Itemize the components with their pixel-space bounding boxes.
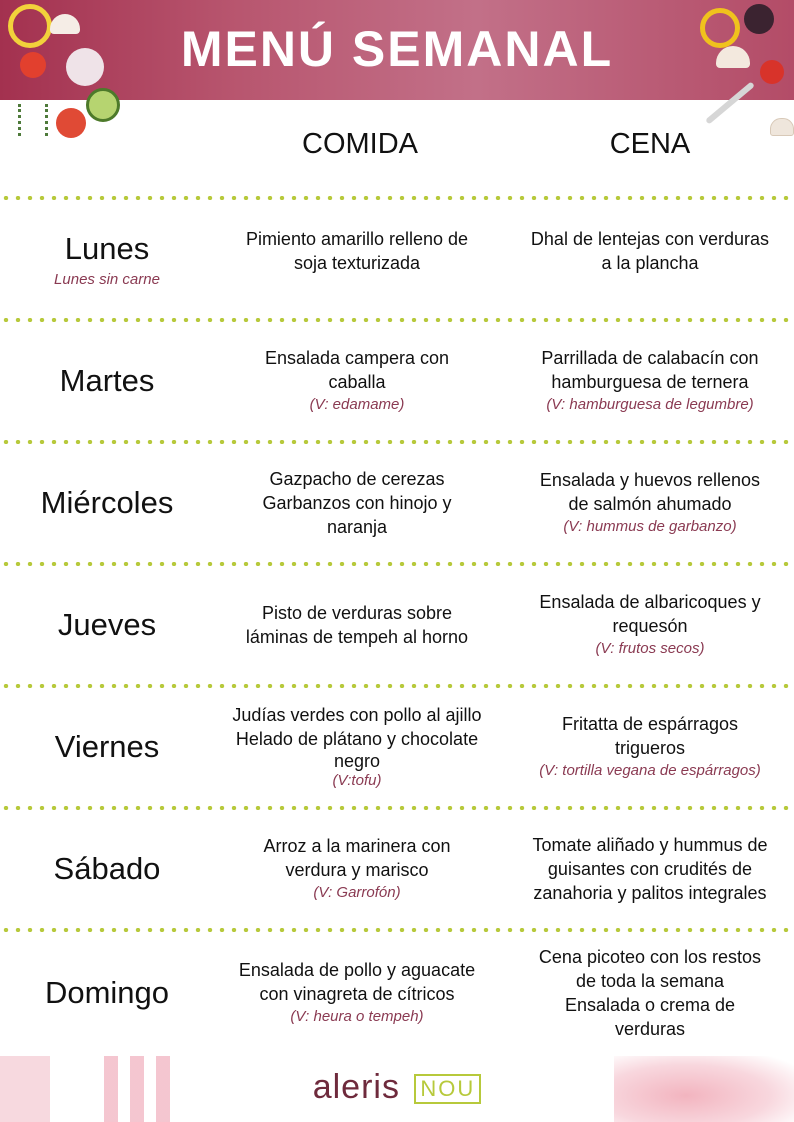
vegan-alternative: (V: tortilla vegana de espárragos) bbox=[539, 762, 761, 779]
meal-line: Garbanzos con hinojo y bbox=[262, 493, 452, 513]
day-cell bbox=[0, 200, 214, 318]
meal-line: de salmón ahumado bbox=[568, 494, 732, 514]
meal-line: a la plancha bbox=[601, 253, 699, 273]
meal-line: guisantes con crudités de bbox=[547, 859, 753, 879]
day-row-viernes bbox=[0, 688, 794, 806]
meal-line: caballa bbox=[328, 372, 386, 392]
meal-line: verduras bbox=[614, 1019, 686, 1039]
meal-comida bbox=[214, 444, 500, 562]
day-name: Lunes bbox=[64, 230, 150, 266]
meal-cena bbox=[510, 322, 790, 440]
day-row-sabado bbox=[0, 810, 794, 928]
meal-line: Gazpacho de cerezas bbox=[269, 469, 445, 489]
page-title: MENÚ SEMANAL bbox=[180, 21, 614, 77]
meal-comida bbox=[214, 932, 500, 1054]
day-cell bbox=[0, 322, 214, 440]
day-name: Jueves bbox=[57, 607, 157, 642]
day-row-martes bbox=[0, 322, 794, 440]
column-header-comida: COMIDA bbox=[302, 128, 418, 160]
brand-suffix: NOU bbox=[414, 1074, 481, 1104]
day-cell bbox=[0, 688, 214, 806]
day-name: Sábado bbox=[53, 851, 161, 886]
day-name: Domingo bbox=[44, 975, 170, 1010]
meal-comida bbox=[214, 810, 500, 928]
day-row-domingo bbox=[0, 932, 794, 1054]
meal-cena bbox=[510, 810, 790, 928]
meal-line: láminas de tempeh al horno bbox=[245, 627, 469, 647]
meal-line: Parrillada de calabacín con bbox=[541, 348, 759, 368]
meal-comida bbox=[214, 566, 500, 684]
meal-line: Tomate aliñado y hummus de bbox=[532, 835, 768, 855]
vegan-alternative: (V: Garrofón) bbox=[313, 884, 401, 901]
day-row-lunes bbox=[0, 200, 794, 318]
meal-line: Ensalada de pollo y aguacate bbox=[238, 960, 476, 980]
meal-line: Dhal de lentejas con verduras bbox=[530, 229, 770, 249]
zucchini-icon bbox=[86, 88, 120, 122]
meal-line: Cena picoteo con los restos bbox=[538, 947, 762, 967]
meal-line: zanahoria y palitos integrales bbox=[533, 883, 767, 903]
meal-cena bbox=[510, 444, 790, 562]
meal-line: Pisto de verduras sobre bbox=[261, 603, 453, 623]
column-header-cena: CENA bbox=[609, 128, 691, 160]
day-cell bbox=[0, 566, 214, 684]
meal-comida bbox=[214, 322, 500, 440]
day-name: Martes bbox=[59, 363, 155, 398]
meal-line: Judías verdes con pollo al ajillo bbox=[232, 705, 482, 725]
meal-line: verdura y marisco bbox=[285, 860, 429, 880]
meal-comida bbox=[214, 200, 500, 302]
meal-line: Fritatta de espárragos bbox=[561, 714, 739, 734]
meal-line: requesón bbox=[612, 616, 688, 636]
meal-line: de toda la semana bbox=[575, 971, 725, 991]
meal-line: Pimiento amarillo relleno de bbox=[245, 229, 469, 249]
day-cell bbox=[0, 444, 214, 562]
vegan-alternative: (V: hummus de garbanzo) bbox=[563, 518, 737, 535]
meal-line: Helado de plátano y chocolate bbox=[235, 729, 479, 749]
vegan-alternative: (V:tofu) bbox=[332, 772, 382, 789]
vegan-alternative: (V: frutos secos) bbox=[595, 640, 705, 657]
day-row-miercoles bbox=[0, 444, 794, 562]
meal-line: soja texturizada bbox=[293, 253, 421, 273]
column-headers bbox=[0, 128, 794, 168]
meal-cena bbox=[510, 688, 790, 806]
meal-line: trigueros bbox=[614, 738, 686, 758]
vegan-alternative: (V: hamburguesa de legumbre) bbox=[546, 396, 754, 413]
day-row-jueves bbox=[0, 566, 794, 684]
footer bbox=[0, 1056, 794, 1122]
meal-line: Arroz a la marinera con bbox=[263, 836, 451, 856]
meal-cena bbox=[510, 932, 790, 1054]
day-name: Viernes bbox=[54, 729, 160, 764]
day-cell bbox=[0, 932, 214, 1054]
meal-cena bbox=[510, 566, 790, 684]
day-note: Lunes sin carne bbox=[54, 270, 160, 288]
meal-line: Ensalada campera con bbox=[264, 348, 450, 368]
day-cell bbox=[0, 810, 214, 928]
day-name: Miércoles bbox=[40, 485, 174, 520]
meal-line: naranja bbox=[326, 517, 388, 537]
brand-logo bbox=[0, 1068, 794, 1107]
meal-line: Ensalada y huevos rellenos bbox=[539, 470, 761, 490]
vegan-alternative: (V: edamame) bbox=[309, 396, 405, 413]
brand-name: aleris bbox=[312, 1068, 400, 1106]
header-banner bbox=[0, 0, 794, 100]
meal-line: hamburguesa de ternera bbox=[551, 372, 749, 392]
meal-cena bbox=[510, 200, 790, 302]
vegan-alternative: (V: heura o tempeh) bbox=[290, 1008, 424, 1025]
meal-line: negro bbox=[333, 751, 381, 771]
meal-comida bbox=[214, 688, 500, 806]
meal-line: Ensalada de albaricoques y bbox=[539, 592, 761, 612]
meal-line: con vinagreta de cítricos bbox=[259, 984, 455, 1004]
meal-line: Ensalada o crema de bbox=[564, 995, 736, 1015]
